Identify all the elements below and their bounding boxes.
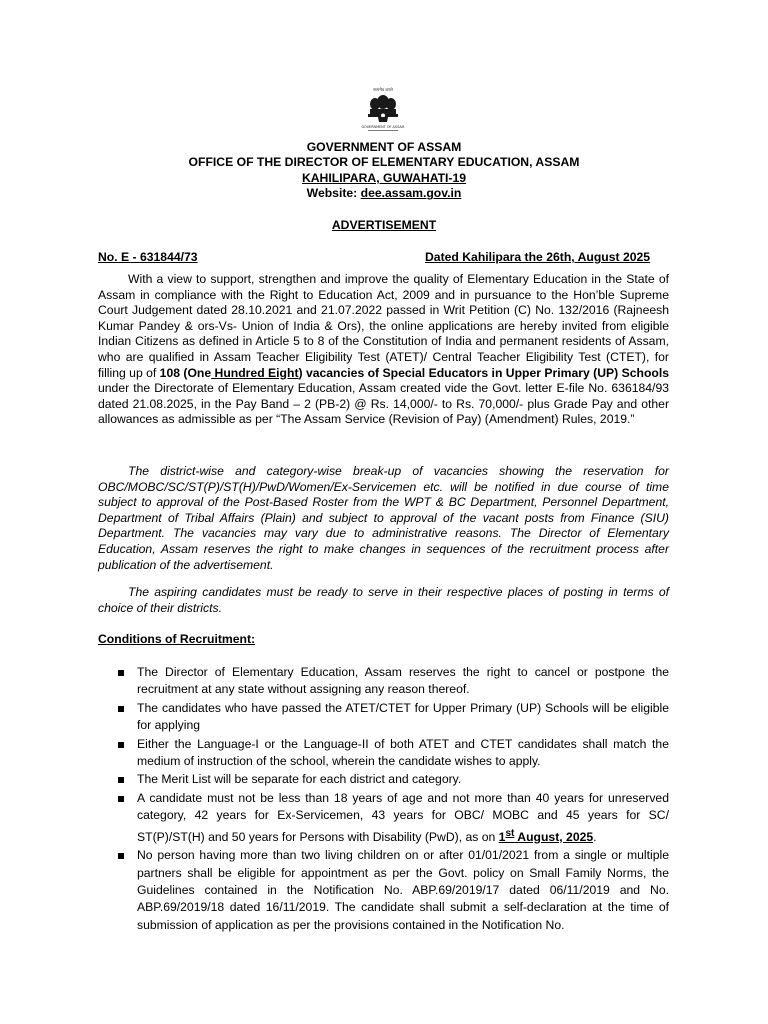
list-item [98, 736, 669, 771]
intro-text-b: under the Directorate of Elementary Education, Assam created vide the Govt. letter E-file No. 636184/93 dated 21.08.2025, in the Pay Band – 2 (PB-2) @ Rs. 14,000/- to Rs. 70,000/- plus Grade Pay and other allowances as admissible as per “The Assam Service (Revision of Pay) (Amendment) Rules, 2019.” [98, 381, 669, 427]
vacancy-count [160, 366, 669, 380]
condition-end: . [593, 829, 597, 844]
condition-text: A candidate must not be less than 18 years of age and not more than 40 years for unreserved category, 42 years for Ex-Servicemen, 43 years for OBC/ MOBC and 45 years for SC/ ST(P)/ST(H) and 50 years for Persons with Disability (PwD), as on [137, 790, 669, 844]
vacancy-count-a: 108 (One [159, 365, 212, 380]
cutoff-day: 1 [498, 829, 506, 844]
govt-title: GOVERNMENT OF ASSAM [306, 140, 462, 154]
emblem-bottom-text: GOVERNMENT OF ASSAM [361, 125, 405, 129]
vacancy-breakup-paragraph: The district-wise and category-wise break-up of vacancies showing the reservation for OBC/MOBC/SC/ST(P)/ST(H)/PwD/Women/Ex-Servicemen etc. will be notified in due course of time subject to approval of the Post-Based Roster from the WPT & BC Department, Personnel Department, Department of Tribal Affairs (Plain) and subject to approval of the vacant posts from Finance (SIU) Department. The vacancies may vary due to administrative reasons. The Director of Elementary Education, Assam reserves the right to make changes in sequences of the recruitment process after publication of the advertisement. [98, 464, 669, 572]
website-line [0, 186, 768, 201]
office-address [0, 171, 768, 186]
vacancy-count-b: ) vacancies of Special Educators in Upper Primary (UP) Schools [298, 365, 669, 380]
bullet-icon [118, 777, 124, 783]
emblem-top-text: सत्यमेव जयते [373, 87, 393, 92]
bullet-icon [118, 706, 124, 712]
website-link[interactable]: dee.assam.gov.in [360, 186, 462, 201]
cutoff-month-year: August, 2025 [514, 829, 594, 844]
vacancy-count-words: Hundred Eight [211, 365, 299, 380]
intro-text-a: With a view to support, strengthen and improve the quality of Elementary Education in the State of Assam in compliance with the Right to Education Act, 2009 and in pursuance to the Hon’ble Supreme Court Judgement dated 28.10.2021 and 21.07.2022 passed in Writ Petition (C) No. 132/2016 (Rajneesh Kumar Pandey & ors-Vs- Union of India & Ors), the online applications are hereby invited from eligible Indian Citizens as defined in Article 5 to 8 of the Constitution of India and permanent residents of Assam, who are qualified in Assam Teacher Eligibility Test (ATET)/ Central Teacher Eligibility Test (CTET), for filling up of [98, 272, 669, 380]
list-item [98, 664, 669, 699]
advertisement-title: ADVERTISEMENT [331, 218, 437, 232]
cutoff-day-suffix: st [505, 827, 515, 839]
office-header [0, 140, 768, 202]
office-title: OFFICE OF THE DIRECTOR OF ELEMENTARY EDUCATION, ASSAM [188, 155, 580, 170]
state-emblem [352, 86, 414, 136]
bullet-icon [118, 742, 124, 748]
reference-date: Dated Kahilipara the 26th, August 2025 [425, 250, 651, 264]
list-item [98, 790, 669, 846]
bullet-icon [118, 853, 124, 859]
condition-text: The Director of Elementary Education, Assam reserves the right to cancel or postpone the recruitment at any state without assigning any reason thereof. [137, 665, 669, 697]
list-item [98, 847, 669, 934]
bullet-icon [118, 670, 124, 676]
bullet-icon [118, 796, 124, 802]
condition-text: The candidates who have passed the ATET/CTET for Upper Primary (UP) Schools will be eligible for applying [137, 700, 669, 733]
list-item [98, 771, 669, 788]
ashoka-emblem-icon [352, 86, 414, 136]
condition-text: The Merit List will be separate for each district and category. [137, 772, 462, 787]
conditions-heading: Conditions of Recruitment: [98, 632, 256, 646]
list-item [98, 700, 669, 735]
website-label: Website: [306, 186, 361, 201]
reference-number: No. E - 631844/73 [98, 250, 198, 264]
condition-text: Either the Language-I or the Language-II of both ATET and CTET candidates shall match the medium of instruction of the school, wherein the candidate wishes to apply. [137, 736, 669, 769]
intro-paragraph [98, 272, 669, 428]
condition-text: No person having more than two living children on or after 01/01/2021 from a single or multiple partners shall be eligible for appointment as per the Govt. policy on Small Family Norms, the Guidelines contained in the Notification No. ABP.69/2019/17 dated 06/11/2019 and No. ABP.69/2019/18 dated 16/11/2019. The candidate shall submit a self-declaration at the time of submission of application as per the provisions contained in the Notification No. [137, 848, 669, 932]
address-text: KAHILIPARA, GUWAHATI-19 [301, 170, 467, 185]
conditions-list [98, 664, 669, 935]
posting-paragraph: The aspiring candidates must be ready to serve in their respective places of posting in terms of choice of their districts. [98, 585, 669, 615]
cutoff-date [498, 827, 594, 844]
